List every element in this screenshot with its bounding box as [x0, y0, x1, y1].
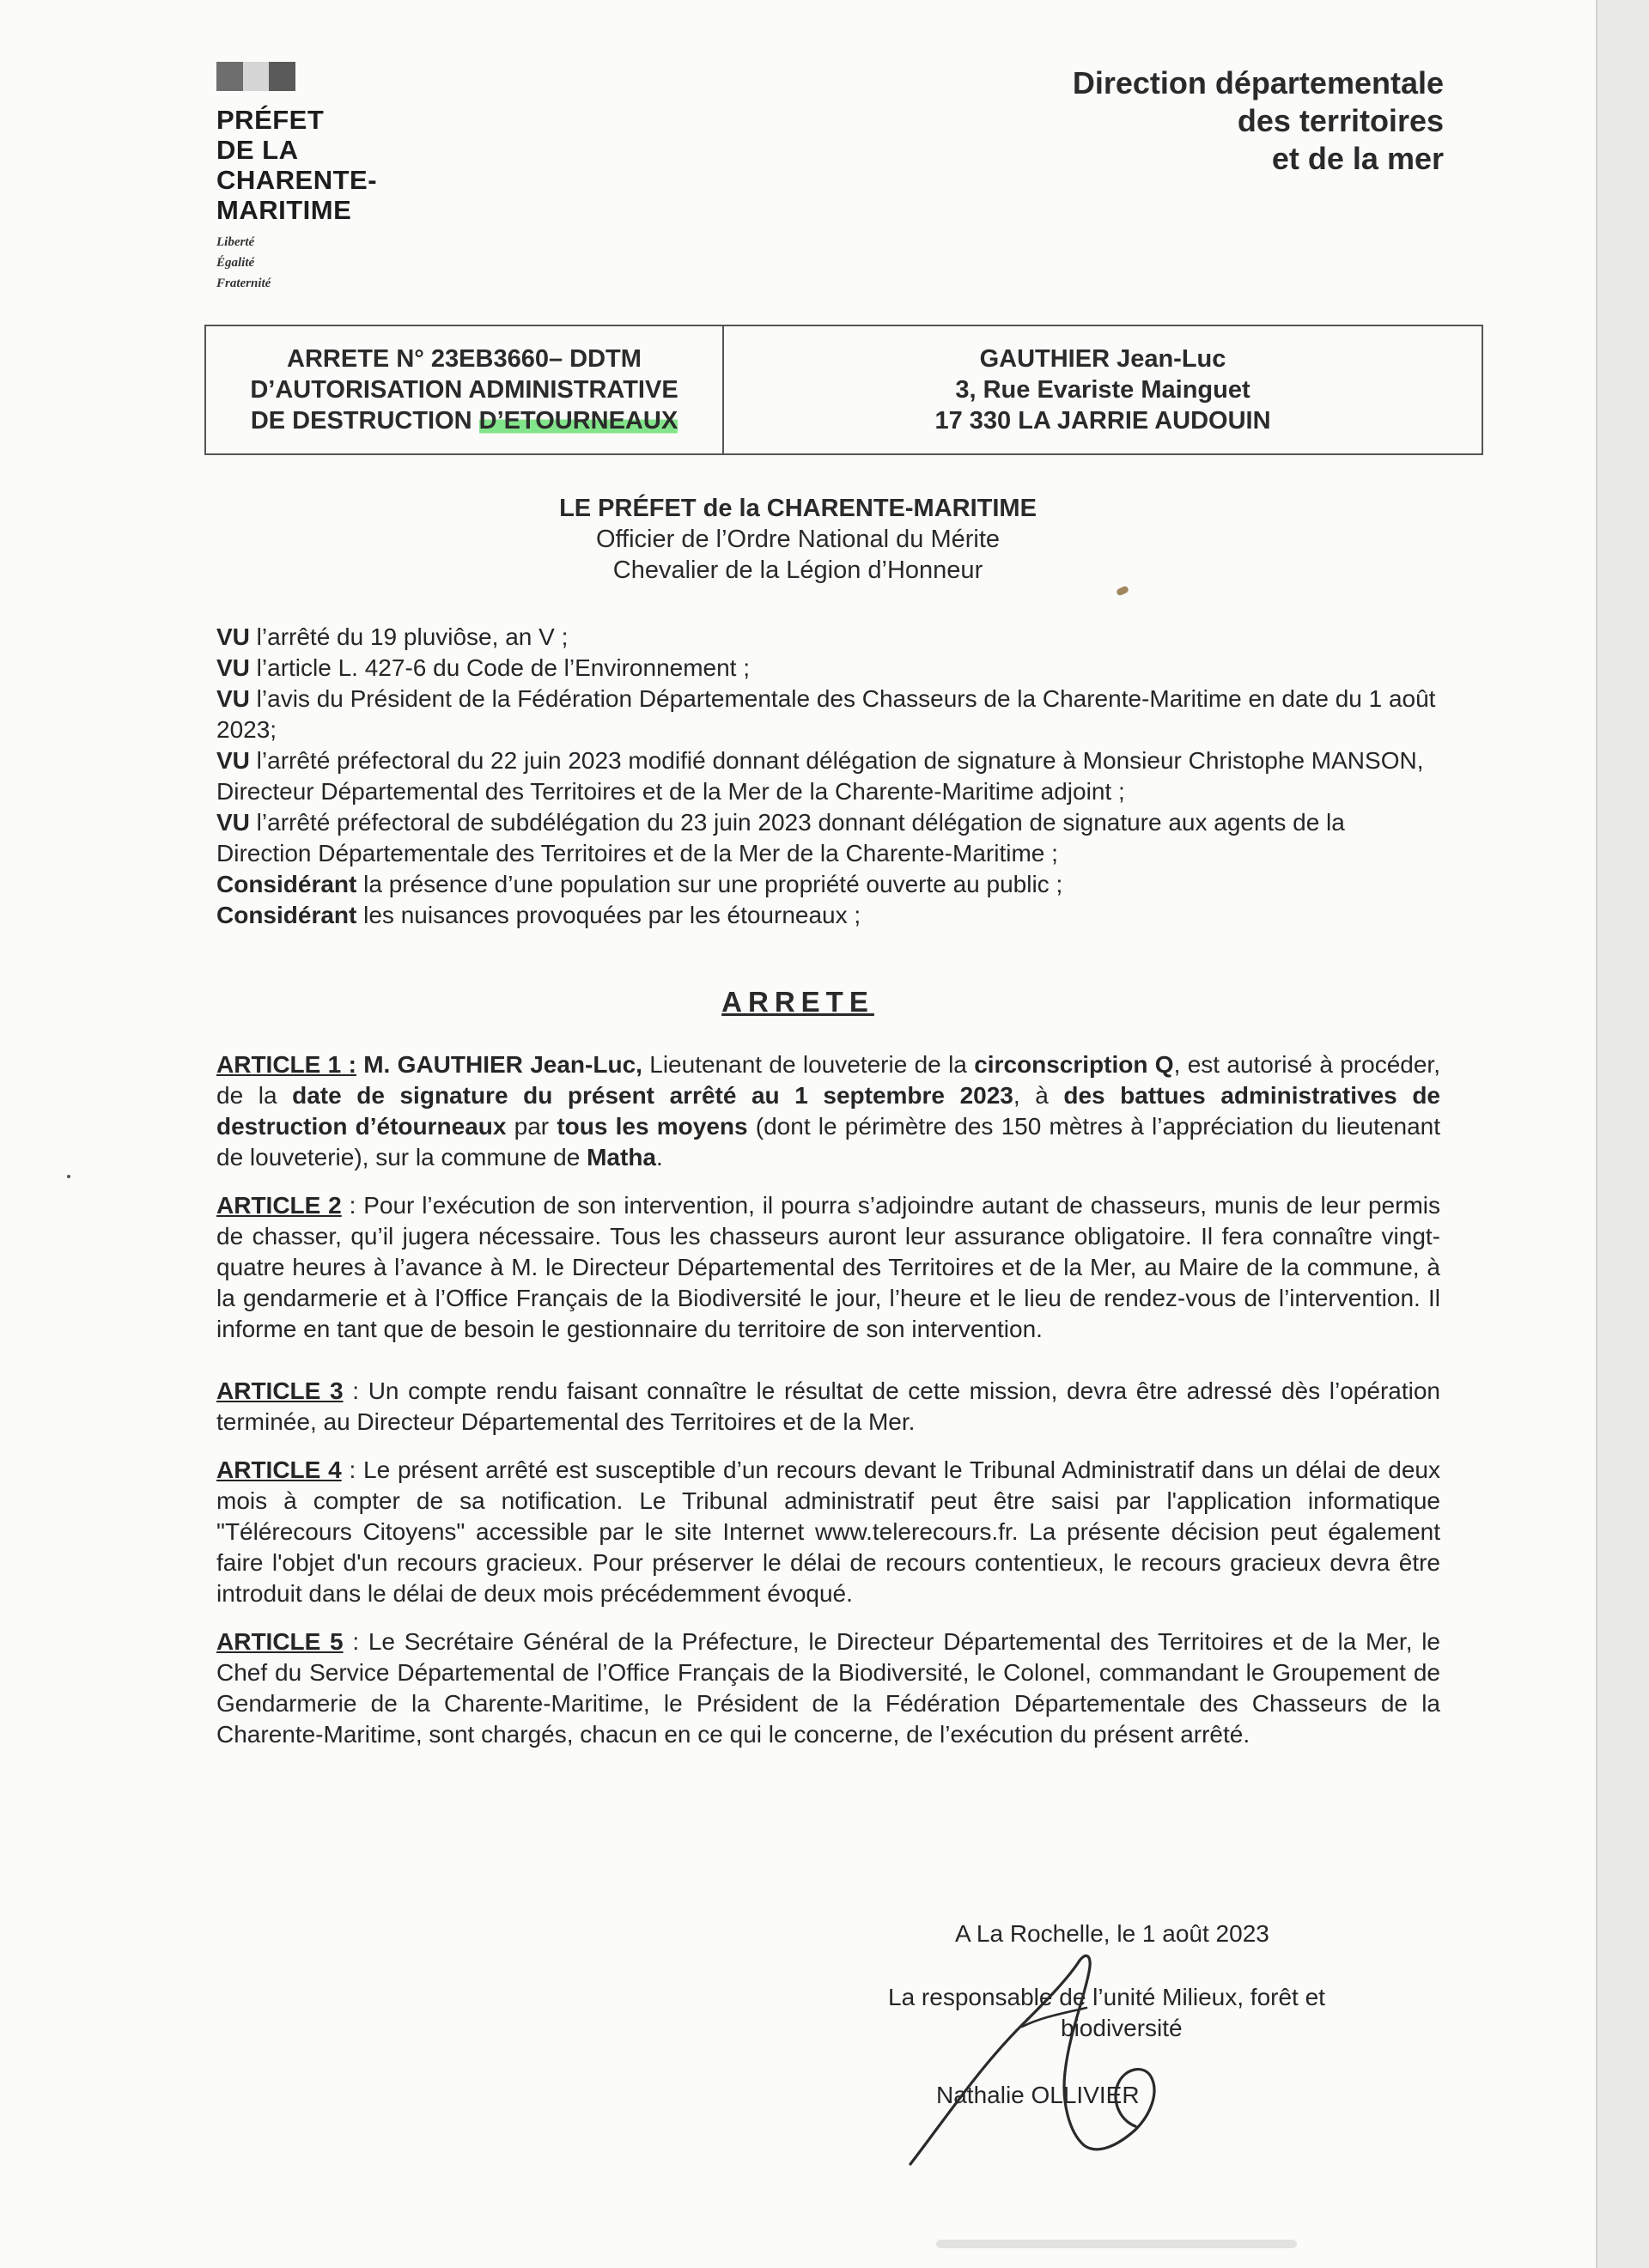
signatory-role: La responsable de l’unité Milieux, forêt et [888, 1984, 1325, 2010]
consideration-item: VU l’arrêté du 19 pluviôse, an V ; [216, 623, 569, 650]
ink-mark [1116, 585, 1129, 596]
signatory-name: Nathalie OLLIVIER [936, 2082, 1140, 2108]
recipient-street: 3, Rue Evariste Mainguet [955, 376, 1250, 404]
article-3: ARTICLE 3 : Un compte rendu faisant connaître le résultat de cette mission, devra être adressé dès l’opération terminée, au Directeur Départemental des Territoires et de la Mer. [216, 1377, 1440, 1435]
decree-subject: DE DESTRUCTION D’ETOURNEAUX [250, 407, 678, 435]
consideration-item: Considérant les nuisances provoquées par les étourneaux ; [216, 902, 861, 928]
considerations-list [216, 622, 1440, 931]
handwritten-signature [893, 1931, 1237, 2188]
prefect-honor-2: Chevalier de la Légion d’Honneur [612, 556, 983, 584]
article-4: ARTICLE 4 : Le présent arrêté est susceptible d’un recours devant le Tribunal Administratif dans un délai de deux mois à compter de sa notification. Le Tribunal administratif peut être saisi par l'application informatique "Télérecours Citoyens" accessible par le site Internet www.telerecours.fr. La présente décision peut également faire l'objet d'un recours gracieux. Pour préserver le délai de recours contentieux, le recours gracieux devra être introduit dans le délai de deux mois précédemment évoqué. [216, 1456, 1440, 1607]
decree-type: D’AUTORISATION ADMINISTRATIVE [250, 376, 678, 404]
consideration-item: Considérant la présence d’une population sur une propriété ouverte au public ; [216, 871, 1063, 897]
article-2: ARTICLE 2 : Pour l’exécution de son intervention, il pourra s’adjoindre autant de chasseurs, munis de leur permis de chasser, qu’il jugera nécessaire. Tous les chasseurs auront leur assurance obligatoire. Il fera connaître vingt-quatre heures à l’avance à M. le Directeur Départemental des Territoires et de la Mer, au Maire de la commune, à la gendarmerie et à l’Office Français de la Biodiversité le jour, l’heure et le lieu de rendez-vous de l’intervention. Il informe en tant que de besoin le gestionnaire du territoire de son intervention. [216, 1192, 1440, 1342]
recipient-name: GAUTHIER Jean-Luc [979, 345, 1226, 373]
consideration-item: VU l’avis du Président de la Fédération Départementale des Chasseurs de la Charente-Maritime en date du 1 août 2023; [216, 685, 1436, 743]
logo-motto: Liberté Égalité Fraternité [216, 235, 271, 290]
decree-header-box [204, 325, 1483, 455]
scan-smudge [936, 2240, 1297, 2248]
prefect-honor-1: Officier de l’Ordre National du Mérite [595, 526, 1001, 553]
highlighted-text: D’ETOURNEAUX [478, 407, 678, 435]
prefecture-logo [216, 62, 377, 294]
place-date: A La Rochelle, le 1 août 2023 [955, 1920, 1269, 1947]
decree-heading: ARRETE [721, 986, 874, 1018]
article-5: ARTICLE 5 : Le Secrétaire Général de la Préfecture, le Directeur Départemental des Territoires et de la Mer, le Chef du Service Départemental de l’Office Français de la Biodiversité, le Colonel, commandant le Groupement de Gendarmerie de la Charente-Maritime, le Président de la Fédération Départementale des Chasseurs de la Charente-Maritime, sont chargés, chacun en ce qui le concerne, de l’exécution du présent arrêté. [216, 1628, 1440, 1748]
consideration-item: VU l’arrêté préfectoral de subdélégation du 23 juin 2023 donnant délégation de signature aux agents de la Direction Départementale des Territoires et de la Mer de la Charente-Maritime ; [216, 809, 1345, 866]
marianne-emblem-icon [216, 62, 295, 91]
decree-number: ARRETE N° 23EB3660– DDTM [287, 345, 642, 373]
recipient-address [724, 326, 1482, 453]
scan-dot [67, 1175, 70, 1178]
prefect-title-block [0, 493, 1596, 586]
article-1: ARTICLE 1 : M. GAUTHIER Jean-Luc, Lieutenant de louveterie de la circonscription Q, est autorisé à procéder, de la date de signature du présent arrêté au 1 septembre 2023, à des battues administratives de destruction d’étourneaux par tous les moyens (dont le périmètre des 150 mètres à l’appréciation du lieutenant de louveterie), sur la commune de Matha. [216, 1051, 1441, 1170]
prefect-title: LE PRÉFET de la CHARENTE-MARITIME [559, 495, 1037, 522]
logo-prefecture-name: PRÉFET DE LA CHARENTE- MARITIME [216, 105, 378, 225]
department-name: Direction départementale des territoires et de la mer [1072, 65, 1444, 176]
decree-reference [206, 326, 724, 453]
consideration-item: VU l’arrêté préfectoral du 22 juin 2023 modifié donnant délégation de signature à Monsieur Christophe MANSON, Directeur Départemental des Territoires et de la Mer de la Charente-Maritime adjoint ; [216, 747, 1424, 805]
consideration-item: VU l’article L. 427-6 du Code de l’Environnement ; [216, 654, 751, 681]
recipient-city: 17 330 LA JARRIE AUDOUIN [934, 407, 1271, 435]
articles [216, 1049, 1440, 1767]
signatory-role-2: biodiversité [1061, 2015, 1183, 2041]
